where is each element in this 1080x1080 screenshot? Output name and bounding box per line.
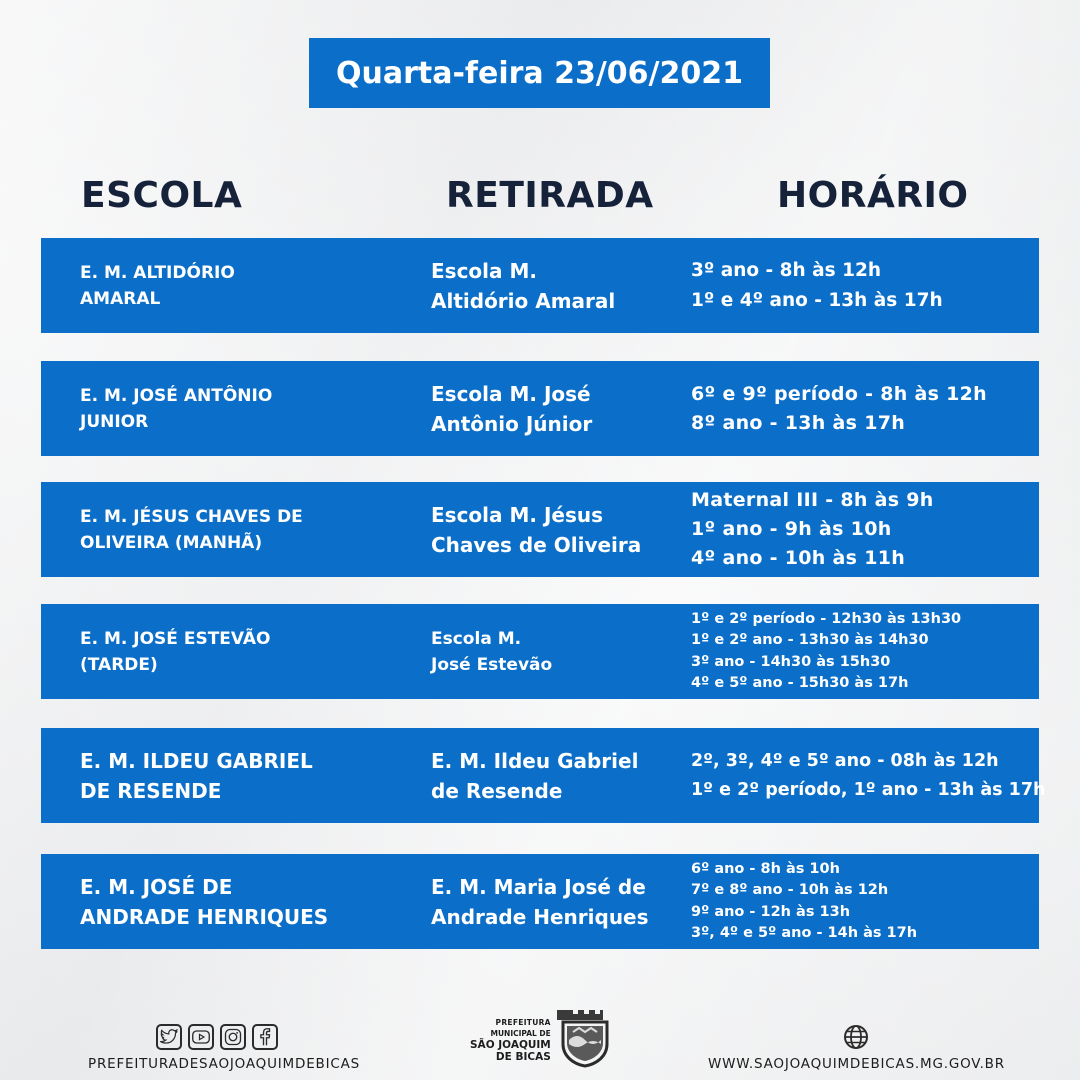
pickup-location: E. M. Maria José de Andrade Henriques (431, 874, 649, 929)
brand-text: PREFEITURA MUNICIPAL DE SÃO JOAQUIM DE BICAS (470, 1017, 551, 1063)
pickup-location: Escola M. Altidório Amaral (431, 258, 616, 313)
pickup-location: Escola M. José Estevão (431, 628, 553, 675)
schedule-row (41, 238, 1039, 333)
pickup-location: E. M. Ildeu Gabriel de Resende (431, 748, 639, 803)
globe-icon (708, 1024, 1004, 1050)
schedule-times: 6º ano - 8h às 10h 7º e 8º ano - 10h às 12h 9º ano - 12h às 13h 3º, 4º e 5º ano - 14h às 17h (691, 860, 918, 941)
social-icons (156, 1024, 360, 1050)
school-name: E. M. JÉSUS CHAVES DE OLIVEIRA (MANHÃ) (80, 506, 303, 553)
schedule-times: 2º, 3º, 4º e 5º ano - 08h às 12h 1º e 2º período, 1º ano - 13h às 17h (691, 750, 1046, 800)
footer-website (708, 1024, 1004, 1072)
school-name: E. M. ILDEU GABRIEL DE RESENDE (80, 748, 313, 803)
schedule-row (41, 361, 1039, 456)
schedule-times: Maternal III - 8h às 9h 1º ano - 9h às 10h 4º ano - 10h às 11h (691, 489, 934, 569)
pickup-location: Escola M. José Antônio Júnior (431, 381, 593, 436)
schedule-times: 3º ano - 8h às 12h 1º e 4º ano - 13h às 17h (691, 259, 943, 311)
youtube-icon[interactable] (188, 1024, 214, 1050)
school-name: E. M. JOSÉ DE ANDRADE HENRIQUES (80, 874, 329, 929)
twitter-icon[interactable] (156, 1024, 182, 1050)
column-header-escola: ESCOLA (81, 175, 243, 216)
school-name: E. M. ALTIDÓRIO AMARAL (80, 262, 235, 309)
website-url[interactable]: WWW.SAOJOAQUIMDEBICAS.MG.GOV.BR (708, 1056, 1005, 1072)
schedule-row (41, 854, 1039, 949)
school-name: E. M. JOSÉ ANTÔNIO JUNIOR (80, 385, 273, 432)
date-banner (309, 38, 770, 108)
schedule-row (41, 482, 1039, 577)
pickup-location: Escola M. Jésus Chaves de Oliveira (431, 502, 642, 557)
facebook-icon[interactable] (252, 1024, 278, 1050)
date-title: Quarta-feira 23/06/2021 (335, 55, 743, 91)
schedule-times: 1º e 2º período - 12h30 às 13h30 1º e 2º ano - 13h30 às 14h30 3º ano - 14h30 às 15h30 4º e 5º ano - 15h30 às 17h (691, 610, 962, 691)
coat-of-arms-icon (557, 1006, 613, 1073)
schedule-row (41, 604, 1039, 699)
school-name: E. M. JOSÉ ESTEVÃO (TARDE) (80, 628, 271, 675)
schedule-times: 6º e 9º período - 8h às 12h 8º ano - 13h às 17h (691, 382, 987, 434)
footer-social (88, 1024, 360, 1072)
column-header-horario: HORÁRIO (777, 175, 969, 216)
instagram-icon[interactable] (220, 1024, 246, 1050)
column-header-retirada: RETIRADA (446, 175, 654, 216)
social-handle: PREFEITURADESAOJOAQUIMDEBICAS (88, 1056, 360, 1072)
schedule-row (41, 728, 1046, 823)
municipality-brand (470, 1006, 613, 1073)
